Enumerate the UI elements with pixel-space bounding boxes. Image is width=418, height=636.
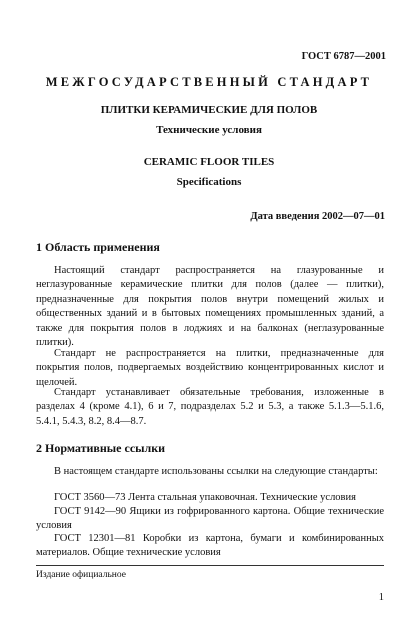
- reference-item: [36, 505, 384, 534]
- section-2-heading: 2 Нормативные ссылки: [36, 441, 166, 455]
- subtitle-english: Specifications: [176, 176, 242, 188]
- section-1-paragraph: [36, 386, 384, 429]
- title-russian: ПЛИТКИ КЕРАМИЧЕСКИЕ ДЛЯ ПОЛОВ: [100, 104, 318, 116]
- paragraph-text: Стандарт не распространяется на плитки, предназначенные для покрытия полов, подвергаемых воздействию концентрированных кислот и щелочей.: [36, 348, 384, 388]
- edition-note: Издание официальное: [36, 570, 126, 580]
- section-1-heading: 1 Область применения: [36, 240, 160, 254]
- reference-text: ГОСТ 3560—73 Лента стальная упаковочная. Технические условия: [54, 492, 356, 503]
- reference-text: ГОСТ 12301—81 Коробки из картона, бумаги и комбинированных материалов. Общие технические условия: [36, 533, 384, 559]
- section-2-paragraph: [36, 465, 384, 479]
- reference-text: ГОСТ 9142—90 Ящики из гофрированного картона. Общие технические условия: [36, 506, 384, 532]
- section-1-paragraph: [36, 347, 384, 390]
- paragraph-text: Настоящий стандарт распространяется на глазурованные и неглазурованные керамические плитки для полов (далее — плитки), предназначенные для покрытия полов внутри помещений жилых и общественных зданий и в бытовых помещениях промышленных зданий, а также для покрытия полов в лоджиях и на балконах (неглазурованные плитки).: [36, 265, 384, 349]
- reference-item: [36, 491, 384, 505]
- paragraph-text: В настоящем стандарте использованы ссылки на следующие стандарты:: [54, 466, 378, 477]
- section-1-paragraph: [36, 264, 384, 350]
- footer-divider: [36, 565, 384, 566]
- page-number: 1: [378, 592, 384, 603]
- subtitle-russian: Технические условия: [156, 124, 262, 136]
- reference-item: [36, 532, 384, 561]
- paragraph-text: Стандарт устанавливает обязательные требования, изложенные в разделах 4 (кроме 4.1), 6 и 7, подразделах 5.2 и 5.3, а также 5.1.3—5.1.6, 5.4.1, 5.4.3, 8.2, 8.4—8.7.: [36, 387, 384, 427]
- standard-type-heading: МЕЖГОСУДАРСТВЕННЫЙ СТАНДАРТ: [45, 75, 373, 89]
- document-code: ГОСТ 6787—2001: [301, 51, 386, 62]
- title-english: CERAMIC FLOOR TILES: [143, 156, 275, 168]
- effective-date: Дата введения 2002—07—01: [250, 211, 385, 222]
